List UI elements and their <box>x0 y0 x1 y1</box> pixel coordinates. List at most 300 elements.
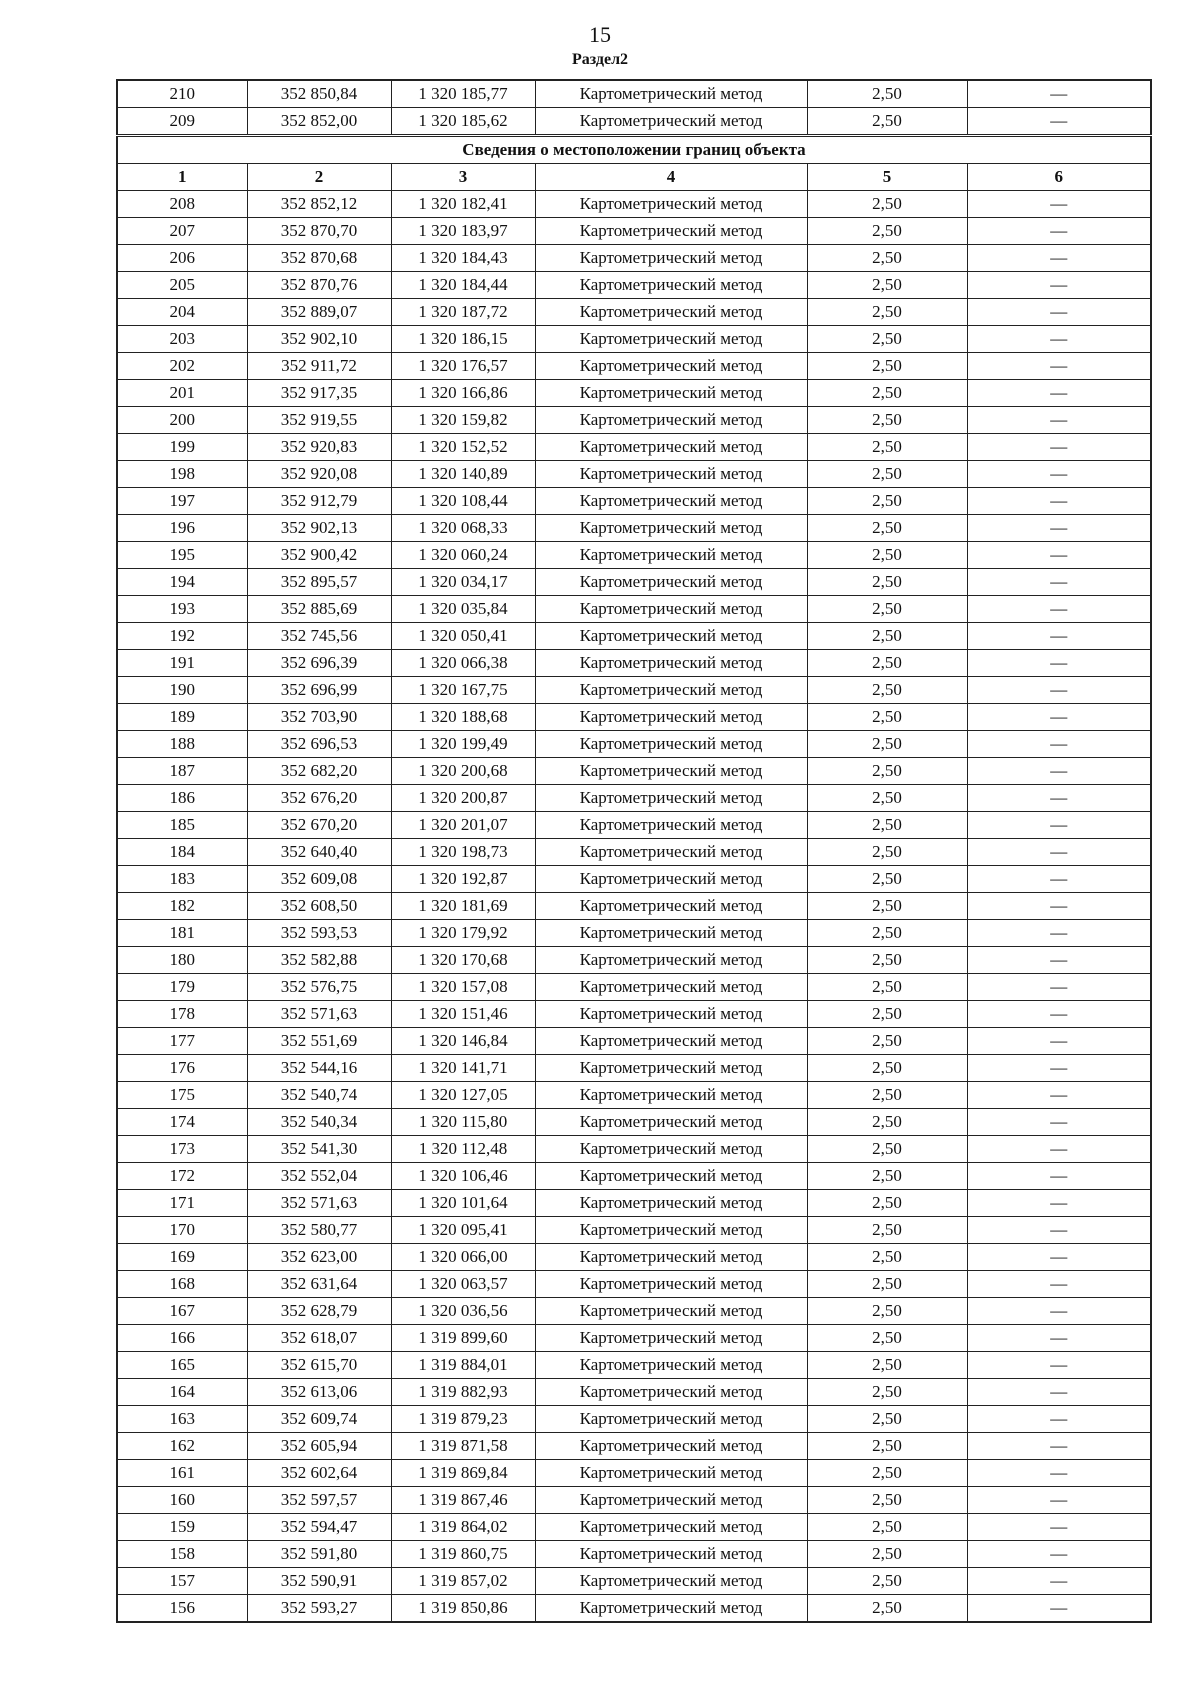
point-number-cell: 200 <box>117 407 247 434</box>
x-coordinate-cell: 352 902,13 <box>247 515 391 542</box>
x-coordinate-cell: 352 608,50 <box>247 893 391 920</box>
x-coordinate-cell: 352 917,35 <box>247 380 391 407</box>
method-cell: Картометрический метод <box>535 1298 807 1325</box>
description-cell: — <box>967 1028 1151 1055</box>
x-coordinate-cell: 352 745,56 <box>247 623 391 650</box>
table-row <box>117 677 1151 704</box>
method-cell: Картометрический метод <box>535 920 807 947</box>
table-row <box>117 1514 1151 1541</box>
table-row <box>117 1379 1151 1406</box>
x-coordinate-cell: 352 571,63 <box>247 1001 391 1028</box>
method-cell: Картометрический метод <box>535 1001 807 1028</box>
description-cell: — <box>967 1487 1151 1514</box>
description-cell: — <box>967 1136 1151 1163</box>
y-coordinate-cell: 1 320 151,46 <box>391 1001 535 1028</box>
method-cell: Картометрический метод <box>535 380 807 407</box>
accuracy-cell: 2,50 <box>807 731 967 758</box>
method-cell: Картометрический метод <box>535 326 807 353</box>
table-row <box>117 1244 1151 1271</box>
point-number-cell: 159 <box>117 1514 247 1541</box>
point-number-cell: 203 <box>117 326 247 353</box>
point-number-cell: 206 <box>117 245 247 272</box>
x-coordinate-cell: 352 895,57 <box>247 569 391 596</box>
x-coordinate-cell: 352 889,07 <box>247 299 391 326</box>
method-cell: Картометрический метод <box>535 1082 807 1109</box>
table-row <box>117 461 1151 488</box>
point-number-cell: 184 <box>117 839 247 866</box>
table-row <box>117 1082 1151 1109</box>
y-coordinate-cell: 1 319 871,58 <box>391 1433 535 1460</box>
rows-before-heading <box>117 80 1151 136</box>
point-number-cell: 190 <box>117 677 247 704</box>
table-row <box>117 839 1151 866</box>
description-cell: — <box>967 272 1151 299</box>
description-cell: — <box>967 947 1151 974</box>
x-coordinate-cell: 352 618,07 <box>247 1325 391 1352</box>
description-cell: — <box>967 245 1151 272</box>
y-coordinate-cell: 1 319 879,23 <box>391 1406 535 1433</box>
x-coordinate-cell: 352 582,88 <box>247 947 391 974</box>
x-coordinate-cell: 352 613,06 <box>247 1379 391 1406</box>
y-coordinate-cell: 1 320 166,86 <box>391 380 535 407</box>
point-number-cell: 194 <box>117 569 247 596</box>
description-cell: — <box>967 542 1151 569</box>
method-cell: Картометрический метод <box>535 704 807 731</box>
x-coordinate-cell: 352 852,12 <box>247 191 391 218</box>
description-cell: — <box>967 218 1151 245</box>
description-cell: — <box>967 785 1151 812</box>
point-number-cell: 187 <box>117 758 247 785</box>
y-coordinate-cell: 1 320 188,68 <box>391 704 535 731</box>
accuracy-cell: 2,50 <box>807 1190 967 1217</box>
y-coordinate-cell: 1 320 141,71 <box>391 1055 535 1082</box>
method-cell: Картометрический метод <box>535 299 807 326</box>
y-coordinate-cell: 1 320 181,69 <box>391 893 535 920</box>
table-row <box>117 974 1151 1001</box>
accuracy-cell: 2,50 <box>807 1568 967 1595</box>
y-coordinate-cell: 1 320 200,87 <box>391 785 535 812</box>
accuracy-cell: 2,50 <box>807 1541 967 1568</box>
y-coordinate-cell: 1 320 159,82 <box>391 407 535 434</box>
table-row <box>117 108 1151 136</box>
description-cell: — <box>967 1568 1151 1595</box>
accuracy-cell: 2,50 <box>807 1217 967 1244</box>
method-cell: Картометрический метод <box>535 488 807 515</box>
table-row <box>117 1163 1151 1190</box>
table-row <box>117 515 1151 542</box>
table-row <box>117 1001 1151 1028</box>
point-number-cell: 179 <box>117 974 247 1001</box>
point-number-cell: 205 <box>117 272 247 299</box>
description-cell: — <box>967 1433 1151 1460</box>
accuracy-cell: 2,50 <box>807 1487 967 1514</box>
table-row <box>117 1055 1151 1082</box>
section-heading-block <box>117 136 1151 191</box>
point-number-cell: 180 <box>117 947 247 974</box>
point-number-cell: 156 <box>117 1595 247 1623</box>
table-row <box>117 1298 1151 1325</box>
method-cell: Картометрический метод <box>535 569 807 596</box>
table-row <box>117 866 1151 893</box>
description-cell: — <box>967 1082 1151 1109</box>
accuracy-cell: 2,50 <box>807 407 967 434</box>
method-cell: Картометрический метод <box>535 272 807 299</box>
description-cell: — <box>967 434 1151 461</box>
description-cell: — <box>967 299 1151 326</box>
point-number-cell: 176 <box>117 1055 247 1082</box>
accuracy-cell: 2,50 <box>807 245 967 272</box>
method-cell: Картометрический метод <box>535 1379 807 1406</box>
accuracy-cell: 2,50 <box>807 191 967 218</box>
point-number-cell: 191 <box>117 650 247 677</box>
y-coordinate-cell: 1 320 066,00 <box>391 1244 535 1271</box>
y-coordinate-cell: 1 320 106,46 <box>391 1163 535 1190</box>
point-number-cell: 170 <box>117 1217 247 1244</box>
method-cell: Картометрический метод <box>535 839 807 866</box>
table-row <box>117 407 1151 434</box>
x-coordinate-cell: 352 541,30 <box>247 1136 391 1163</box>
table-row <box>117 785 1151 812</box>
y-coordinate-cell: 1 319 899,60 <box>391 1325 535 1352</box>
method-cell: Картометрический метод <box>535 893 807 920</box>
column-number: 6 <box>967 164 1151 191</box>
point-number-cell: 165 <box>117 1352 247 1379</box>
x-coordinate-cell: 352 551,69 <box>247 1028 391 1055</box>
x-coordinate-cell: 352 631,64 <box>247 1271 391 1298</box>
method-cell: Картометрический метод <box>535 1595 807 1623</box>
y-coordinate-cell: 1 320 186,15 <box>391 326 535 353</box>
point-number-cell: 195 <box>117 542 247 569</box>
table-row <box>117 623 1151 650</box>
accuracy-cell: 2,50 <box>807 704 967 731</box>
method-cell: Картометрический метод <box>535 191 807 218</box>
x-coordinate-cell: 352 623,00 <box>247 1244 391 1271</box>
y-coordinate-cell: 1 319 869,84 <box>391 1460 535 1487</box>
x-coordinate-cell: 352 593,53 <box>247 920 391 947</box>
accuracy-cell: 2,50 <box>807 380 967 407</box>
y-coordinate-cell: 1 320 095,41 <box>391 1217 535 1244</box>
method-cell: Картометрический метод <box>535 1136 807 1163</box>
y-coordinate-cell: 1 320 036,56 <box>391 1298 535 1325</box>
method-cell: Картометрический метод <box>535 596 807 623</box>
y-coordinate-cell: 1 320 201,07 <box>391 812 535 839</box>
x-coordinate-cell: 352 615,70 <box>247 1352 391 1379</box>
description-cell: — <box>967 920 1151 947</box>
y-coordinate-cell: 1 320 115,80 <box>391 1109 535 1136</box>
table-row <box>117 650 1151 677</box>
description-cell: — <box>967 812 1151 839</box>
accuracy-cell: 2,50 <box>807 1460 967 1487</box>
description-cell: — <box>967 407 1151 434</box>
x-coordinate-cell: 352 590,91 <box>247 1568 391 1595</box>
y-coordinate-cell: 1 320 035,84 <box>391 596 535 623</box>
x-coordinate-cell: 352 682,20 <box>247 758 391 785</box>
method-cell: Картометрический метод <box>535 1271 807 1298</box>
table-row <box>117 488 1151 515</box>
x-coordinate-cell: 352 900,42 <box>247 542 391 569</box>
y-coordinate-cell: 1 320 127,05 <box>391 1082 535 1109</box>
method-cell: Картометрический метод <box>535 1541 807 1568</box>
table-row <box>117 1217 1151 1244</box>
x-coordinate-cell: 352 703,90 <box>247 704 391 731</box>
description-cell: — <box>967 1271 1151 1298</box>
table-row <box>117 434 1151 461</box>
point-number-cell: 178 <box>117 1001 247 1028</box>
accuracy-cell: 2,50 <box>807 866 967 893</box>
x-coordinate-cell: 352 902,10 <box>247 326 391 353</box>
accuracy-cell: 2,50 <box>807 1433 967 1460</box>
description-cell: — <box>967 1514 1151 1541</box>
point-number-cell: 175 <box>117 1082 247 1109</box>
accuracy-cell: 2,50 <box>807 650 967 677</box>
x-coordinate-cell: 352 912,79 <box>247 488 391 515</box>
point-number-cell: 209 <box>117 108 247 136</box>
accuracy-cell: 2,50 <box>807 1271 967 1298</box>
y-coordinate-cell: 1 319 884,01 <box>391 1352 535 1379</box>
x-coordinate-cell: 352 870,70 <box>247 218 391 245</box>
table-row <box>117 1271 1151 1298</box>
point-number-cell: 177 <box>117 1028 247 1055</box>
method-cell: Картометрический метод <box>535 1217 807 1244</box>
y-coordinate-cell: 1 319 864,02 <box>391 1514 535 1541</box>
table-row <box>117 245 1151 272</box>
table-row <box>117 1028 1151 1055</box>
method-cell: Картометрический метод <box>535 80 807 108</box>
description-cell: — <box>967 866 1151 893</box>
table-row <box>117 1190 1151 1217</box>
x-coordinate-cell: 352 676,20 <box>247 785 391 812</box>
x-coordinate-cell: 352 919,55 <box>247 407 391 434</box>
method-cell: Картометрический метод <box>535 1055 807 1082</box>
accuracy-cell: 2,50 <box>807 1379 967 1406</box>
method-cell: Картометрический метод <box>535 1109 807 1136</box>
column-number: 2 <box>247 164 391 191</box>
description-cell: — <box>967 1460 1151 1487</box>
x-coordinate-cell: 352 609,74 <box>247 1406 391 1433</box>
method-cell: Картометрический метод <box>535 974 807 1001</box>
point-number-cell: 208 <box>117 191 247 218</box>
point-number-cell: 166 <box>117 1325 247 1352</box>
accuracy-cell: 2,50 <box>807 812 967 839</box>
y-coordinate-cell: 1 320 050,41 <box>391 623 535 650</box>
accuracy-cell: 2,50 <box>807 461 967 488</box>
table-row <box>117 191 1151 218</box>
method-cell: Картометрический метод <box>535 1406 807 1433</box>
accuracy-cell: 2,50 <box>807 1082 967 1109</box>
accuracy-cell: 2,50 <box>807 1136 967 1163</box>
table-row <box>117 272 1151 299</box>
accuracy-cell: 2,50 <box>807 1244 967 1271</box>
table-row <box>117 1325 1151 1352</box>
accuracy-cell: 2,50 <box>807 893 967 920</box>
accuracy-cell: 2,50 <box>807 974 967 1001</box>
x-coordinate-cell: 352 602,64 <box>247 1460 391 1487</box>
x-coordinate-cell: 352 628,79 <box>247 1298 391 1325</box>
y-coordinate-cell: 1 320 170,68 <box>391 947 535 974</box>
table-row <box>117 299 1151 326</box>
y-coordinate-cell: 1 320 140,89 <box>391 461 535 488</box>
point-number-cell: 172 <box>117 1163 247 1190</box>
description-cell: — <box>967 839 1151 866</box>
accuracy-cell: 2,50 <box>807 299 967 326</box>
description-cell: — <box>967 1055 1151 1082</box>
point-number-cell: 173 <box>117 1136 247 1163</box>
y-coordinate-cell: 1 320 034,17 <box>391 569 535 596</box>
point-number-cell: 198 <box>117 461 247 488</box>
accuracy-cell: 2,50 <box>807 108 967 136</box>
accuracy-cell: 2,50 <box>807 1514 967 1541</box>
table-row <box>117 1541 1151 1568</box>
accuracy-cell: 2,50 <box>807 1352 967 1379</box>
accuracy-cell: 2,50 <box>807 677 967 704</box>
y-coordinate-cell: 1 320 176,57 <box>391 353 535 380</box>
point-number-cell: 182 <box>117 893 247 920</box>
section-heading-row <box>117 136 1151 164</box>
x-coordinate-cell: 352 576,75 <box>247 974 391 1001</box>
accuracy-cell: 2,50 <box>807 785 967 812</box>
description-cell: — <box>967 623 1151 650</box>
table-row <box>117 1595 1151 1623</box>
y-coordinate-cell: 1 320 157,08 <box>391 974 535 1001</box>
accuracy-cell: 2,50 <box>807 569 967 596</box>
table-row <box>117 947 1151 974</box>
description-cell: — <box>967 974 1151 1001</box>
table-row <box>117 731 1151 758</box>
point-number-cell: 186 <box>117 785 247 812</box>
method-cell: Картометрический метод <box>535 947 807 974</box>
y-coordinate-cell: 1 320 184,44 <box>391 272 535 299</box>
description-cell: — <box>967 704 1151 731</box>
x-coordinate-cell: 352 696,99 <box>247 677 391 704</box>
column-number: 5 <box>807 164 967 191</box>
x-coordinate-cell: 352 640,40 <box>247 839 391 866</box>
description-cell: — <box>967 380 1151 407</box>
accuracy-cell: 2,50 <box>807 515 967 542</box>
point-number-cell: 192 <box>117 623 247 650</box>
accuracy-cell: 2,50 <box>807 1406 967 1433</box>
point-number-cell: 202 <box>117 353 247 380</box>
column-number: 3 <box>391 164 535 191</box>
x-coordinate-cell: 352 597,57 <box>247 1487 391 1514</box>
x-coordinate-cell: 352 696,39 <box>247 650 391 677</box>
description-cell: — <box>967 326 1151 353</box>
y-coordinate-cell: 1 320 198,73 <box>391 839 535 866</box>
x-coordinate-cell: 352 670,20 <box>247 812 391 839</box>
description-cell: — <box>967 1163 1151 1190</box>
description-cell: — <box>967 1406 1151 1433</box>
accuracy-cell: 2,50 <box>807 920 967 947</box>
x-coordinate-cell: 352 540,34 <box>247 1109 391 1136</box>
description-cell: — <box>967 1244 1151 1271</box>
point-number-cell: 204 <box>117 299 247 326</box>
description-cell: — <box>967 650 1151 677</box>
accuracy-cell: 2,50 <box>807 623 967 650</box>
point-number-cell: 199 <box>117 434 247 461</box>
method-cell: Картометрический метод <box>535 461 807 488</box>
accuracy-cell: 2,50 <box>807 1298 967 1325</box>
method-cell: Картометрический метод <box>535 353 807 380</box>
method-cell: Картометрический метод <box>535 218 807 245</box>
y-coordinate-cell: 1 320 152,52 <box>391 434 535 461</box>
method-cell: Картометрический метод <box>535 542 807 569</box>
description-cell: — <box>967 353 1151 380</box>
description-cell: — <box>967 1001 1151 1028</box>
column-number: 4 <box>535 164 807 191</box>
point-number-cell: 183 <box>117 866 247 893</box>
method-cell: Картометрический метод <box>535 245 807 272</box>
accuracy-cell: 2,50 <box>807 596 967 623</box>
table-row <box>117 1460 1151 1487</box>
accuracy-cell: 2,50 <box>807 1028 967 1055</box>
accuracy-cell: 2,50 <box>807 1595 967 1623</box>
method-cell: Картометрический метод <box>535 407 807 434</box>
accuracy-cell: 2,50 <box>807 1325 967 1352</box>
x-coordinate-cell: 352 571,63 <box>247 1190 391 1217</box>
y-coordinate-cell: 1 320 200,68 <box>391 758 535 785</box>
accuracy-cell: 2,50 <box>807 1163 967 1190</box>
table-row <box>117 1487 1151 1514</box>
column-number-row <box>117 164 1151 191</box>
y-coordinate-cell: 1 320 187,72 <box>391 299 535 326</box>
method-cell: Картометрический метод <box>535 1190 807 1217</box>
accuracy-cell: 2,50 <box>807 1001 967 1028</box>
point-number-cell: 167 <box>117 1298 247 1325</box>
x-coordinate-cell: 352 885,69 <box>247 596 391 623</box>
y-coordinate-cell: 1 319 850,86 <box>391 1595 535 1623</box>
boundary-coordinates-table <box>116 79 1152 1623</box>
point-number-cell: 207 <box>117 218 247 245</box>
section-heading: Сведения о местоположении границ объекта <box>117 136 1151 164</box>
description-cell: — <box>967 893 1151 920</box>
table-row <box>117 758 1151 785</box>
accuracy-cell: 2,50 <box>807 80 967 108</box>
x-coordinate-cell: 352 911,72 <box>247 353 391 380</box>
point-number-cell: 168 <box>117 1271 247 1298</box>
description-cell: — <box>967 191 1151 218</box>
method-cell: Картометрический метод <box>535 1460 807 1487</box>
table-row <box>117 704 1151 731</box>
y-coordinate-cell: 1 319 860,75 <box>391 1541 535 1568</box>
y-coordinate-cell: 1 320 179,92 <box>391 920 535 947</box>
method-cell: Картометрический метод <box>535 434 807 461</box>
x-coordinate-cell: 352 870,68 <box>247 245 391 272</box>
point-number-cell: 174 <box>117 1109 247 1136</box>
method-cell: Картометрический метод <box>535 623 807 650</box>
point-number-cell: 164 <box>117 1379 247 1406</box>
description-cell: — <box>967 1217 1151 1244</box>
description-cell: — <box>967 461 1151 488</box>
table-row <box>117 1352 1151 1379</box>
table-row <box>117 920 1151 947</box>
method-cell: Картометрический метод <box>535 812 807 839</box>
description-cell: — <box>967 677 1151 704</box>
accuracy-cell: 2,50 <box>807 272 967 299</box>
method-cell: Картометрический метод <box>535 785 807 812</box>
y-coordinate-cell: 1 320 192,87 <box>391 866 535 893</box>
description-cell: — <box>967 1352 1151 1379</box>
table-row <box>117 569 1151 596</box>
method-cell: Картометрический метод <box>535 1028 807 1055</box>
table-row <box>117 893 1151 920</box>
y-coordinate-cell: 1 319 857,02 <box>391 1568 535 1595</box>
point-number-cell: 181 <box>117 920 247 947</box>
point-number-cell: 185 <box>117 812 247 839</box>
description-cell: — <box>967 1298 1151 1325</box>
y-coordinate-cell: 1 320 112,48 <box>391 1136 535 1163</box>
method-cell: Картометрический метод <box>535 515 807 542</box>
method-cell: Картометрический метод <box>535 1487 807 1514</box>
table-row <box>117 80 1151 108</box>
